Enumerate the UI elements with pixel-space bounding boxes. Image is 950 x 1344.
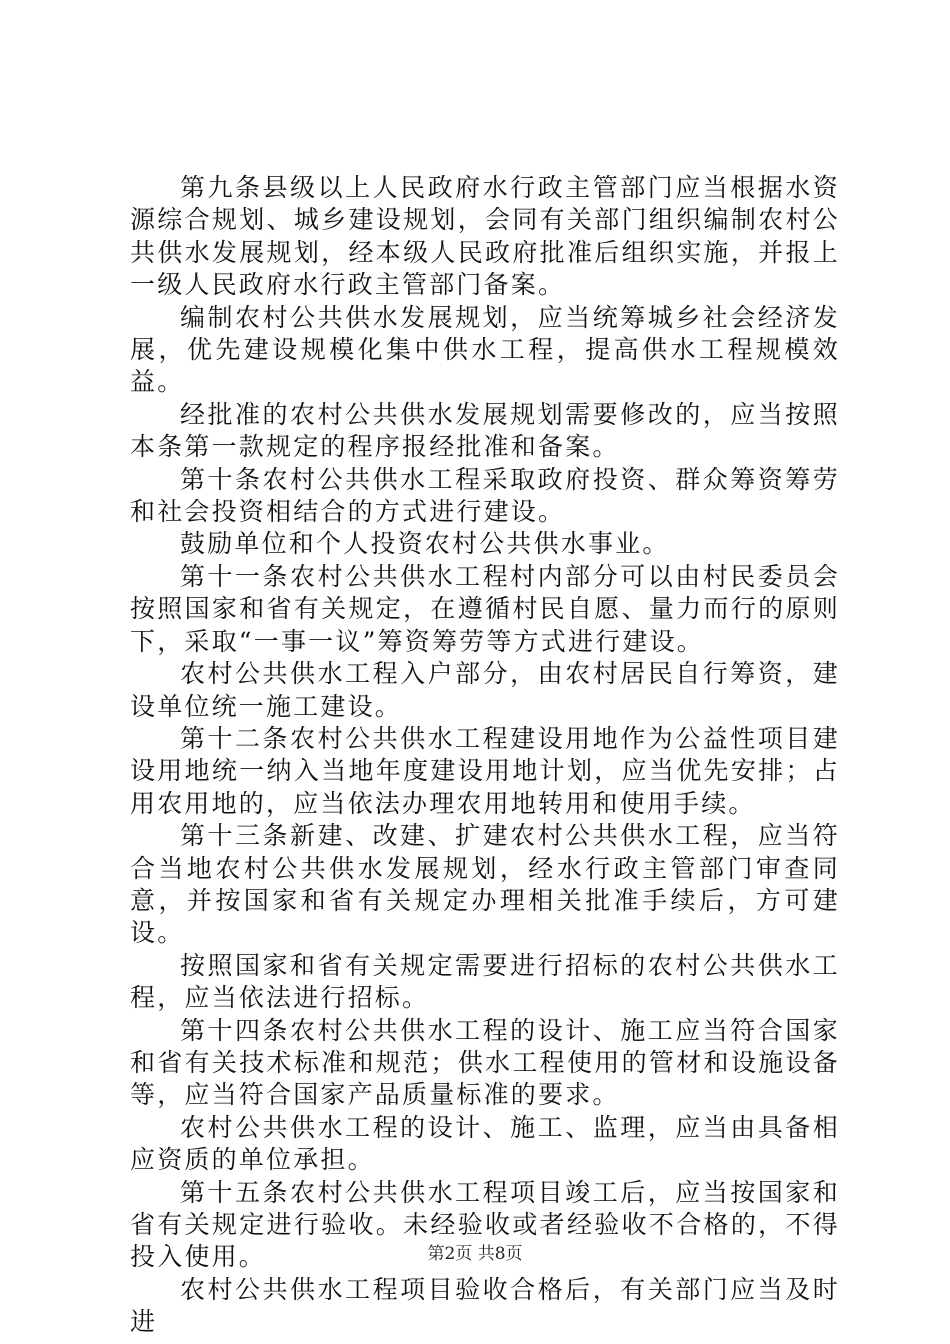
paragraph-article-9: 第九条县级以上人民政府水行政主管部门应当根据水资源综合规划、城乡建设规划，会同有关部门组织编制农村公共供水发展规划，经本级人民政府批准后组织实施，并报上一级人民政府水行政主管部门备案。 <box>130 173 840 300</box>
document-body <box>130 172 840 1339</box>
paragraph-qualified-units: 农村公共供水工程的设计、施工、监理，应当由具备相应资质的单位承担。 <box>130 1112 840 1175</box>
page-number-footer: 第2页 共8页 <box>427 1244 523 1264</box>
paragraph-household-connection: 农村公共供水工程入户部分，由农村居民自行筹资，建设单位统一施工建设。 <box>130 659 840 721</box>
paragraph-acceptance-followup: 农村公共供水工程项目验收合格后，有关部门应当及时进 <box>130 1274 840 1337</box>
paragraph-article-10: 第十条农村公共供水工程采取政府投资、群众筹资筹劳和社会投资相结合的方式进行建设。 <box>130 464 840 527</box>
paragraph-planning-coordination: 编制农村公共供水发展规划，应当统筹城乡社会经济发展，优先建设规模化集中供水工程，提高供水工程规模效益。 <box>130 302 840 397</box>
paragraph-article-14: 第十四条农村公共供水工程的设计、施工应当符合国家和省有关技术标准和规范；供水工程使用的管材和设施设备等，应当符合国家产品质量标准的要求。 <box>130 1015 840 1110</box>
paragraph-investment-encouragement: 鼓励单位和个人投资农村公共供水事业。 <box>180 529 670 559</box>
paragraph-bidding: 按照国家和省有关规定需要进行招标的农村公共供水工程，应当依法进行招标。 <box>130 950 840 1013</box>
paragraph-article-15: 第十五条农村公共供水工程项目竣工后，应当按国家和省有关规定进行验收。未经验收或者经验收不合格的，不得投入使用。 <box>130 1177 840 1272</box>
paragraph-article-13: 第十三条新建、改建、扩建农村公共供水工程，应当符合当地农村公共供水发展规划，经水行政主管部门审查同意，并按国家和省有关规定办理相关批准手续后，方可建设。 <box>130 821 840 948</box>
paragraph-article-11: 第十一条农村公共供水工程村内部分可以由村民委员会按照国家和省有关规定，在遵循村民自愿、量力而行的原则下，采取“一事一议”筹资筹劳等方式进行建设。 <box>130 561 840 656</box>
paragraph-article-12: 第十二条农村公共供水工程建设用地作为公益性项目建设用地统一纳入当地年度建设用地计划，应当优先安排；占用农用地的，应当依法办理农用地转用和使用手续。 <box>130 723 840 818</box>
paragraph-planning-revision: 经批准的农村公共供水发展规划需要修改的，应当按照本条第一款规定的程序报经批准和备案。 <box>130 399 840 462</box>
